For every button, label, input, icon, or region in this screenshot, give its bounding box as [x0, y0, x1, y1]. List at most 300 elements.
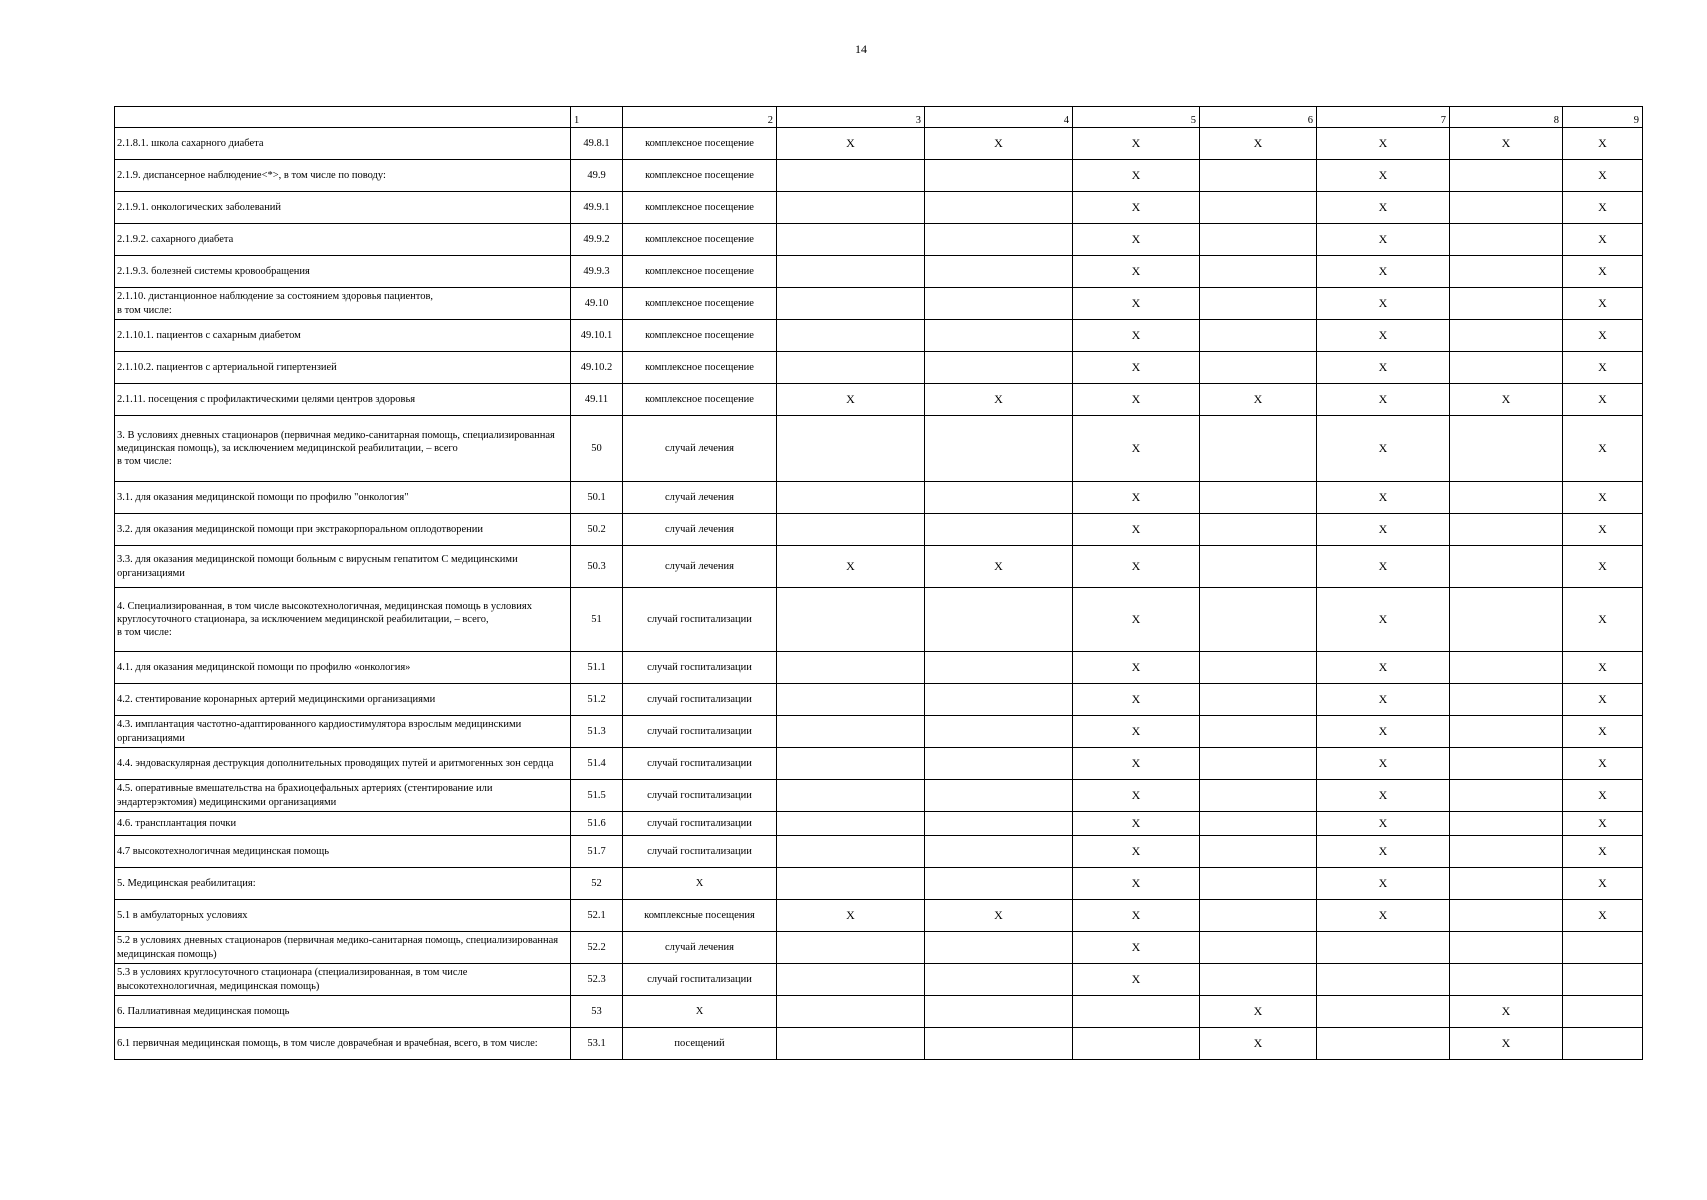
value-cell-col-9: X [1563, 652, 1643, 684]
value-cell-col-4 [925, 514, 1073, 546]
value-cell-col-3 [777, 868, 925, 900]
row-unit-cell: X [623, 868, 777, 900]
row-name-cell: 2.1.9.3. болезней системы кровообращения [115, 256, 571, 288]
value-cell-col-4 [925, 192, 1073, 224]
value-cell-col-3 [777, 932, 925, 964]
value-cell-col-7: X [1317, 256, 1450, 288]
value-cell-col-9 [1563, 964, 1643, 996]
value-cell-col-3 [777, 964, 925, 996]
row-code-cell: 49.8.1 [571, 128, 623, 160]
value-cell-col-6 [1200, 514, 1317, 546]
value-cell-col-3: X [777, 384, 925, 416]
value-cell-col-6 [1200, 256, 1317, 288]
value-cell-col-9: X [1563, 748, 1643, 780]
value-cell-col-5: X [1073, 160, 1200, 192]
row-code-cell: 51.2 [571, 684, 623, 716]
table-row [115, 224, 1643, 256]
value-cell-col-6 [1200, 836, 1317, 868]
value-cell-col-7: X [1317, 482, 1450, 514]
row-code-cell: 49.9.1 [571, 192, 623, 224]
value-cell-col-4 [925, 716, 1073, 748]
table-row [115, 384, 1643, 416]
value-cell-col-5: X [1073, 812, 1200, 836]
table-row [115, 192, 1643, 224]
row-unit-cell: комплексное посещение [623, 160, 777, 192]
value-cell-col-8 [1450, 780, 1563, 812]
value-cell-col-3 [777, 320, 925, 352]
row-unit-cell: случай госпитализации [623, 836, 777, 868]
value-cell-col-9: X [1563, 684, 1643, 716]
table-row [115, 352, 1643, 384]
row-name-cell: 5. Медицинская реабилитация: [115, 868, 571, 900]
value-cell-col-6 [1200, 352, 1317, 384]
row-code-cell: 52.2 [571, 932, 623, 964]
value-cell-col-6 [1200, 780, 1317, 812]
value-cell-col-9 [1563, 996, 1643, 1028]
value-cell-col-9: X [1563, 320, 1643, 352]
value-cell-col-9: X [1563, 384, 1643, 416]
row-code-cell: 49.9.3 [571, 256, 623, 288]
table-row [115, 812, 1643, 836]
row-unit-cell: случай госпитализации [623, 812, 777, 836]
value-cell-col-5: X [1073, 652, 1200, 684]
value-cell-col-5: X [1073, 684, 1200, 716]
row-unit-cell: случай госпитализации [623, 684, 777, 716]
row-unit-cell: случай госпитализации [623, 588, 777, 652]
value-cell-col-7: X [1317, 588, 1450, 652]
value-cell-col-3 [777, 836, 925, 868]
value-cell-col-3 [777, 160, 925, 192]
row-unit-cell: комплексное посещение [623, 192, 777, 224]
row-unit-cell: случай госпитализации [623, 652, 777, 684]
row-code-cell: 52.1 [571, 900, 623, 932]
value-cell-col-6 [1200, 320, 1317, 352]
row-name-cell: 4.4. эндоваскулярная деструкция дополнительных проводящих путей и аритмогенных зон сердца [115, 748, 571, 780]
value-cell-col-5: X [1073, 128, 1200, 160]
row-unit-cell: случай лечения [623, 546, 777, 588]
value-cell-col-7: X [1317, 320, 1450, 352]
value-cell-col-8 [1450, 192, 1563, 224]
value-cell-col-5: X [1073, 256, 1200, 288]
row-unit-cell: случай лечения [623, 482, 777, 514]
table-row [115, 514, 1643, 546]
row-unit-cell: комплексное посещение [623, 256, 777, 288]
value-cell-col-3 [777, 812, 925, 836]
row-code-cell: 50.3 [571, 546, 623, 588]
value-cell-col-5: X [1073, 868, 1200, 900]
value-cell-col-5: X [1073, 748, 1200, 780]
value-cell-col-3 [777, 256, 925, 288]
row-code-cell: 52 [571, 868, 623, 900]
value-cell-col-8: X [1450, 1028, 1563, 1060]
value-cell-col-4 [925, 288, 1073, 320]
value-cell-col-9 [1563, 932, 1643, 964]
value-cell-col-5: X [1073, 588, 1200, 652]
row-name-cell: 4.1. для оказания медицинской помощи по профилю «онкология» [115, 652, 571, 684]
row-name-cell: 3.3. для оказания медицинской помощи больным с вирусным гепатитом С медицинскими организациями [115, 546, 571, 588]
value-cell-col-5: X [1073, 900, 1200, 932]
value-cell-col-6 [1200, 812, 1317, 836]
value-cell-col-6: X [1200, 1028, 1317, 1060]
value-cell-col-9: X [1563, 868, 1643, 900]
value-cell-col-6 [1200, 716, 1317, 748]
value-cell-col-7: X [1317, 652, 1450, 684]
value-cell-col-4 [925, 256, 1073, 288]
value-cell-col-7: X [1317, 192, 1450, 224]
value-cell-col-4 [925, 932, 1073, 964]
value-cell-col-6: X [1200, 996, 1317, 1028]
value-cell-col-7: X [1317, 160, 1450, 192]
value-cell-col-9: X [1563, 812, 1643, 836]
header-cell-1: 1 [571, 107, 623, 128]
row-name-cell: 4.2. стентирование коронарных артерий медицинскими организациями [115, 684, 571, 716]
table-row [115, 288, 1643, 320]
row-code-cell: 52.3 [571, 964, 623, 996]
value-cell-col-4: X [925, 900, 1073, 932]
value-cell-col-4 [925, 416, 1073, 482]
row-name-cell: 3. В условиях дневных стационаров (первичная медико-санитарная помощь, специализированная медицинская помощь), за исключением медицинской реабилитации, – всего в том числе: [115, 416, 571, 482]
row-name-cell: 3.2. для оказания медицинской помощи при экстракорпоральном оплодотворении [115, 514, 571, 546]
value-cell-col-9 [1563, 1028, 1643, 1060]
row-name-cell: 4.7 высокотехнологичная медицинская помощь [115, 836, 571, 868]
value-cell-col-9: X [1563, 900, 1643, 932]
header-cell-5: 5 [1073, 107, 1200, 128]
value-cell-col-9: X [1563, 416, 1643, 482]
table-row [115, 482, 1643, 514]
value-cell-col-4 [925, 812, 1073, 836]
value-cell-col-8 [1450, 748, 1563, 780]
row-name-cell: 2.1.8.1. школа сахарного диабета [115, 128, 571, 160]
value-cell-col-3: X [777, 128, 925, 160]
table-row [115, 256, 1643, 288]
row-code-cell: 51.5 [571, 780, 623, 812]
value-cell-col-4 [925, 482, 1073, 514]
row-name-cell: 4.5. оперативные вмешательства на брахиоцефальных артериях (стентирование или эндартерэктомия) медицинскими организациями [115, 780, 571, 812]
value-cell-col-5: X [1073, 416, 1200, 482]
table-row [115, 320, 1643, 352]
value-cell-col-7: X [1317, 546, 1450, 588]
row-name-cell: 6.1 первичная медицинская помощь, в том числе доврачебная и врачебная, всего, в том числе: [115, 1028, 571, 1060]
row-unit-cell: X [623, 996, 777, 1028]
value-cell-col-5 [1073, 1028, 1200, 1060]
value-cell-col-8 [1450, 588, 1563, 652]
row-code-cell: 49.10 [571, 288, 623, 320]
row-code-cell: 51.1 [571, 652, 623, 684]
value-cell-col-5: X [1073, 716, 1200, 748]
page-number: 14 [855, 42, 867, 56]
value-cell-col-4 [925, 780, 1073, 812]
row-code-cell: 49.9 [571, 160, 623, 192]
value-cell-col-6 [1200, 932, 1317, 964]
value-cell-col-9: X [1563, 160, 1643, 192]
value-cell-col-9: X [1563, 224, 1643, 256]
value-cell-col-8 [1450, 716, 1563, 748]
value-cell-col-3: X [777, 546, 925, 588]
row-unit-cell: комплексные посещения [623, 900, 777, 932]
row-unit-cell: случай лечения [623, 514, 777, 546]
row-code-cell: 49.11 [571, 384, 623, 416]
row-code-cell: 50 [571, 416, 623, 482]
value-cell-col-8 [1450, 868, 1563, 900]
value-cell-col-3 [777, 1028, 925, 1060]
value-cell-col-4 [925, 996, 1073, 1028]
row-unit-cell: случай госпитализации [623, 748, 777, 780]
value-cell-col-9: X [1563, 514, 1643, 546]
value-cell-col-4: X [925, 384, 1073, 416]
value-cell-col-3 [777, 780, 925, 812]
value-cell-col-7: X [1317, 128, 1450, 160]
value-cell-col-8 [1450, 320, 1563, 352]
value-cell-col-6 [1200, 588, 1317, 652]
value-cell-col-8 [1450, 684, 1563, 716]
row-name-cell: 2.1.10. дистанционное наблюдение за состоянием здоровья пациентов, в том числе: [115, 288, 571, 320]
value-cell-col-4: X [925, 546, 1073, 588]
value-cell-col-5: X [1073, 780, 1200, 812]
value-cell-col-5: X [1073, 514, 1200, 546]
value-cell-col-4 [925, 160, 1073, 192]
value-cell-col-3 [777, 288, 925, 320]
value-cell-col-7: X [1317, 416, 1450, 482]
row-name-cell: 4.6. трансплантация почки [115, 812, 571, 836]
value-cell-col-6 [1200, 224, 1317, 256]
row-code-cell: 51 [571, 588, 623, 652]
row-unit-cell: комплексное посещение [623, 224, 777, 256]
row-name-cell: 4. Специализированная, в том числе высокотехнологичная, медицинская помощь в условиях круглосуточного стационара, за исключением медицинской реабилитации, – всего, в том числе: [115, 588, 571, 652]
value-cell-col-3 [777, 224, 925, 256]
value-cell-col-3 [777, 748, 925, 780]
row-code-cell: 53.1 [571, 1028, 623, 1060]
value-cell-col-7: X [1317, 224, 1450, 256]
row-code-cell: 49.10.2 [571, 352, 623, 384]
value-cell-col-5: X [1073, 964, 1200, 996]
table-row [115, 868, 1643, 900]
row-unit-cell: случай госпитализации [623, 964, 777, 996]
value-cell-col-8 [1450, 932, 1563, 964]
value-cell-col-5: X [1073, 836, 1200, 868]
value-cell-col-6 [1200, 748, 1317, 780]
value-cell-col-7: X [1317, 836, 1450, 868]
value-cell-col-8: X [1450, 384, 1563, 416]
value-cell-col-7: X [1317, 684, 1450, 716]
value-cell-col-7 [1317, 932, 1450, 964]
value-cell-col-4 [925, 352, 1073, 384]
value-cell-col-8 [1450, 224, 1563, 256]
value-cell-col-6 [1200, 546, 1317, 588]
row-name-cell: 2.1.9.2. сахарного диабета [115, 224, 571, 256]
row-name-cell: 6. Паллиативная медицинская помощь [115, 996, 571, 1028]
row-name-cell: 2.1.9. диспансерное наблюдение<*>, в том числе по поводу: [115, 160, 571, 192]
row-unit-cell: комплексное посещение [623, 384, 777, 416]
value-cell-col-8 [1450, 546, 1563, 588]
value-cell-col-6 [1200, 192, 1317, 224]
value-cell-col-4: X [925, 128, 1073, 160]
row-unit-cell: случай госпитализации [623, 780, 777, 812]
value-cell-col-5: X [1073, 288, 1200, 320]
value-cell-col-8 [1450, 514, 1563, 546]
value-cell-col-6 [1200, 868, 1317, 900]
row-code-cell: 51.3 [571, 716, 623, 748]
value-cell-col-9: X [1563, 128, 1643, 160]
value-cell-col-4 [925, 224, 1073, 256]
value-cell-col-7: X [1317, 384, 1450, 416]
value-cell-col-9: X [1563, 780, 1643, 812]
row-code-cell: 51.4 [571, 748, 623, 780]
row-unit-cell: случай лечения [623, 932, 777, 964]
row-code-cell: 49.10.1 [571, 320, 623, 352]
value-cell-col-9: X [1563, 716, 1643, 748]
value-cell-col-4 [925, 748, 1073, 780]
value-cell-col-3 [777, 482, 925, 514]
value-cell-col-8: X [1450, 128, 1563, 160]
row-name-cell: 2.1.10.2. пациентов с артериальной гипертензией [115, 352, 571, 384]
header-cell-7: 7 [1317, 107, 1450, 128]
value-cell-col-6 [1200, 684, 1317, 716]
value-cell-col-8 [1450, 652, 1563, 684]
value-cell-col-5: X [1073, 546, 1200, 588]
value-cell-col-4 [925, 652, 1073, 684]
row-name-cell: 4.3. имплантация частотно-адаптированного кардиостимулятора взрослым медицинскими организациями [115, 716, 571, 748]
value-cell-col-7: X [1317, 514, 1450, 546]
value-cell-col-4 [925, 868, 1073, 900]
value-cell-col-6 [1200, 652, 1317, 684]
value-cell-col-4 [925, 836, 1073, 868]
table-row [115, 780, 1643, 812]
table-row [115, 416, 1643, 482]
value-cell-col-7: X [1317, 812, 1450, 836]
table-row [115, 652, 1643, 684]
value-cell-col-7: X [1317, 288, 1450, 320]
value-cell-col-8 [1450, 288, 1563, 320]
value-cell-col-7: X [1317, 868, 1450, 900]
value-cell-col-7: X [1317, 780, 1450, 812]
row-unit-cell: посещений [623, 1028, 777, 1060]
value-cell-col-6 [1200, 160, 1317, 192]
header-cell-9: 9 [1563, 107, 1643, 128]
value-cell-col-7: X [1317, 352, 1450, 384]
value-cell-col-8 [1450, 836, 1563, 868]
value-cell-col-6 [1200, 416, 1317, 482]
header-cell-0 [115, 107, 571, 128]
value-cell-col-7 [1317, 1028, 1450, 1060]
row-code-cell: 53 [571, 996, 623, 1028]
value-cell-col-7 [1317, 996, 1450, 1028]
row-code-cell: 50.2 [571, 514, 623, 546]
row-code-cell: 49.9.2 [571, 224, 623, 256]
value-cell-col-3 [777, 352, 925, 384]
value-cell-col-4 [925, 588, 1073, 652]
value-cell-col-8 [1450, 482, 1563, 514]
value-cell-col-9: X [1563, 192, 1643, 224]
row-code-cell: 50.1 [571, 482, 623, 514]
header-cell-3: 3 [777, 107, 925, 128]
table-row [115, 996, 1643, 1028]
value-cell-col-3 [777, 684, 925, 716]
table-row [115, 684, 1643, 716]
row-name-cell: 5.1 в амбулаторных условиях [115, 900, 571, 932]
value-cell-col-4 [925, 1028, 1073, 1060]
header-cell-8: 8 [1450, 107, 1563, 128]
value-cell-col-8 [1450, 352, 1563, 384]
value-cell-col-4 [925, 320, 1073, 352]
value-cell-col-9: X [1563, 288, 1643, 320]
row-unit-cell: случай лечения [623, 416, 777, 482]
value-cell-col-5 [1073, 996, 1200, 1028]
value-cell-col-9: X [1563, 588, 1643, 652]
row-unit-cell: комплексное посещение [623, 320, 777, 352]
value-cell-col-3 [777, 416, 925, 482]
value-cell-col-3 [777, 716, 925, 748]
value-cell-col-8 [1450, 900, 1563, 932]
value-cell-col-3 [777, 192, 925, 224]
value-cell-col-5: X [1073, 482, 1200, 514]
value-cell-col-5: X [1073, 352, 1200, 384]
value-cell-col-9: X [1563, 352, 1643, 384]
value-cell-col-6: X [1200, 128, 1317, 160]
row-unit-cell: комплексное посещение [623, 288, 777, 320]
row-unit-cell: комплексное посещение [623, 128, 777, 160]
row-name-cell: 2.1.10.1. пациентов с сахарным диабетом [115, 320, 571, 352]
value-cell-col-8 [1450, 964, 1563, 996]
row-unit-cell: случай госпитализации [623, 716, 777, 748]
value-cell-col-8 [1450, 812, 1563, 836]
value-cell-col-3: X [777, 900, 925, 932]
header-cell-2: 2 [623, 107, 777, 128]
row-code-cell: 51.6 [571, 812, 623, 836]
value-cell-col-8 [1450, 256, 1563, 288]
table-row [115, 160, 1643, 192]
row-name-cell: 2.1.11. посещения с профилактическими целями центров здоровья [115, 384, 571, 416]
value-cell-col-7: X [1317, 900, 1450, 932]
table-row [115, 900, 1643, 932]
value-cell-col-5: X [1073, 384, 1200, 416]
header-row [115, 107, 1643, 128]
value-cell-col-6 [1200, 482, 1317, 514]
value-cell-col-5: X [1073, 224, 1200, 256]
value-cell-col-6 [1200, 964, 1317, 996]
data-table [114, 106, 1643, 1060]
row-name-cell: 5.3 в условиях круглосуточного стационара (специализированная, в том числе высокотехнологичная, медицинская помощь) [115, 964, 571, 996]
header-cell-6: 6 [1200, 107, 1317, 128]
table-row [115, 964, 1643, 996]
value-cell-col-3 [777, 514, 925, 546]
table-row [115, 932, 1643, 964]
value-cell-col-8 [1450, 160, 1563, 192]
table-row [115, 748, 1643, 780]
value-cell-col-5: X [1073, 932, 1200, 964]
table-row [115, 1028, 1643, 1060]
value-cell-col-7: X [1317, 748, 1450, 780]
table-row [115, 128, 1643, 160]
value-cell-col-9: X [1563, 546, 1643, 588]
row-code-cell: 51.7 [571, 836, 623, 868]
row-name-cell: 2.1.9.1. онкологических заболеваний [115, 192, 571, 224]
value-cell-col-6 [1200, 288, 1317, 320]
value-cell-col-3 [777, 588, 925, 652]
value-cell-col-8 [1450, 416, 1563, 482]
value-cell-col-9: X [1563, 482, 1643, 514]
value-cell-col-9: X [1563, 256, 1643, 288]
table-row [115, 836, 1643, 868]
table-row [115, 546, 1643, 588]
row-name-cell: 3.1. для оказания медицинской помощи по профилю "онкология" [115, 482, 571, 514]
value-cell-col-4 [925, 964, 1073, 996]
value-cell-col-7 [1317, 964, 1450, 996]
value-cell-col-9: X [1563, 836, 1643, 868]
value-cell-col-8: X [1450, 996, 1563, 1028]
value-cell-col-4 [925, 684, 1073, 716]
value-cell-col-3 [777, 996, 925, 1028]
value-cell-col-5: X [1073, 192, 1200, 224]
